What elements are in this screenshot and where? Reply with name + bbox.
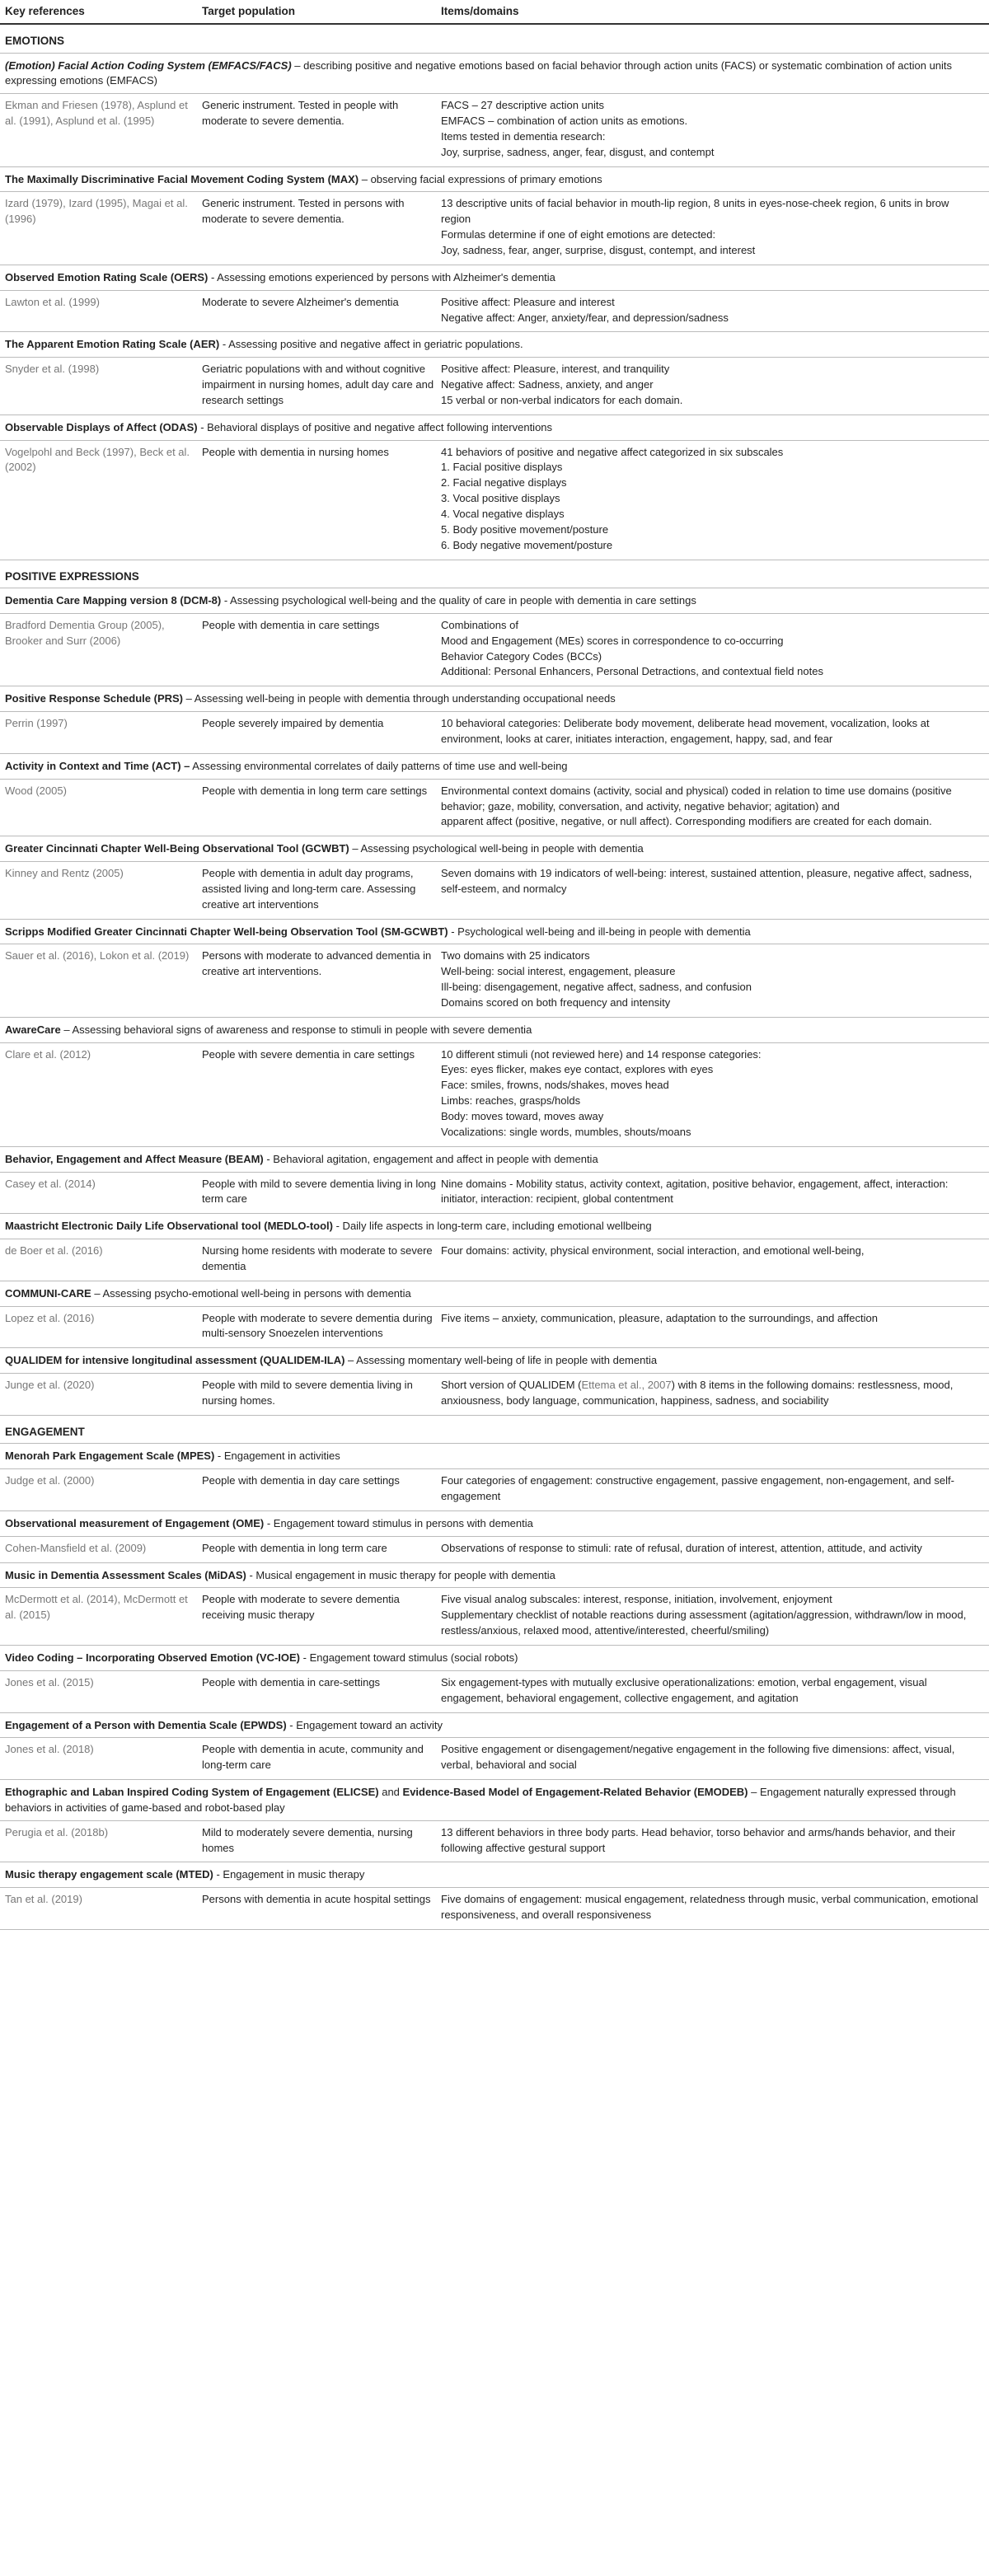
table-row xyxy=(0,1239,989,1281)
header-items-domains: Items/domains xyxy=(441,5,519,18)
population-cell: Generic instrument. Tested in persons with moderate to severe dementia. xyxy=(202,197,405,226)
item-line: Vocalizations: single words, mumbles, shouts/moans xyxy=(441,1125,691,1138)
item-line: Observations of response to stimuli: rate of refusal, duration of interest, attention, attitude, and activity xyxy=(441,1541,922,1554)
population-cell: People with dementia in long term care xyxy=(202,1541,387,1554)
item-line: 1. Facial positive displays xyxy=(441,461,563,474)
item-line: Well-being: social interest, engagement, pleasure xyxy=(441,965,676,978)
instrument-description: - Musical engagement in music therapy for people with dementia xyxy=(246,1568,555,1581)
item-line: 6. Body negative movement/posture xyxy=(441,538,613,551)
reference-cell: Clare et al. (2012) xyxy=(5,1047,91,1061)
item-line: Additional: Personal Enhancers, Personal Detractions, and contextual field notes xyxy=(441,665,823,678)
table-row xyxy=(0,358,989,415)
instrument-name-secondary: Evidence-Based Model of Engagement-Related Behavior (EMODEB) xyxy=(402,1786,748,1799)
instrument-name: The Apparent Emotion Rating Scale (AER) xyxy=(5,338,220,351)
header-target-population: Target population xyxy=(202,5,295,18)
table-row xyxy=(0,862,989,920)
instrument-name: The Maximally Discriminative Facial Movement Coding System (MAX) xyxy=(5,172,359,185)
instrument-description: - Assessing positive and negative affect in geriatric populations. xyxy=(219,338,523,351)
item-line: Joy, sadness, fear, anger, surprise, disgust, contempt, and interest xyxy=(441,244,756,256)
items-cell xyxy=(441,1473,989,1505)
instrument-title xyxy=(0,1511,989,1537)
items-cell xyxy=(441,196,989,258)
instrument-description: – Assessing momentary well-being of life in people with dementia xyxy=(345,1354,658,1367)
instrument-name: Music therapy engagement scale (MTED) xyxy=(5,1868,213,1881)
instrument-name: Activity in Context and Time (ACT) – xyxy=(5,759,190,772)
instrument-description: – Assessing well-being in people with dementia through understanding occupational needs xyxy=(183,692,616,705)
items-cell xyxy=(441,866,989,913)
reference-cell: Perugia et al. (2018b) xyxy=(5,1825,109,1838)
item-line: 5. Body positive movement/posture xyxy=(441,522,609,536)
reference-cell: Lopez et al. (2016) xyxy=(5,1311,95,1324)
instrument-name: Engagement of a Person with Dementia Scale (EPWDS) xyxy=(5,1718,287,1731)
reference-cell: Jones et al. (2018) xyxy=(5,1743,94,1756)
items-cell xyxy=(441,1378,989,1409)
item-line: Mood and Engagement (MEs) scores in correspondence to co-occurring xyxy=(441,634,784,647)
item-line: Face: smiles, frowns, nods/shakes, moves head xyxy=(441,1079,669,1092)
instrument-title xyxy=(0,415,989,441)
item-line: Body: moves toward, moves away xyxy=(441,1110,604,1122)
items-cell xyxy=(441,618,989,680)
population-cell: People with mild to severe dementia living in long term care xyxy=(202,1177,436,1206)
reference-cell: Jones et al. (2015) xyxy=(5,1675,94,1688)
item-line: Behavior Category Codes (BCCs) xyxy=(441,649,602,663)
item-line: Limbs: reaches, grasps/holds xyxy=(441,1094,581,1108)
items-cell xyxy=(441,784,989,831)
items-cell xyxy=(441,1047,989,1140)
item-line: 3. Vocal positive displays xyxy=(441,492,560,505)
instrument-description: – Assessing psycho-emotional well-being in persons with dementia xyxy=(91,1286,411,1300)
instrument-title xyxy=(0,265,989,291)
instrument-name: Observable Displays of Affect (ODAS) xyxy=(5,420,198,433)
table-row xyxy=(0,192,989,265)
item-line: Combinations of xyxy=(441,618,518,631)
instrument-description: - Engagement toward an activity xyxy=(286,1718,443,1731)
table-row xyxy=(0,441,989,560)
item-text: ) with 8 items in the following domains: restlessness, mood, anxiousness, body language, communication, happiness, sadness, and sociability xyxy=(441,1379,954,1407)
instrument-name: Music in Dementia Assessment Scales (MiDAS) xyxy=(5,1568,246,1581)
table-row xyxy=(0,1888,989,1930)
items-cell xyxy=(441,948,989,1010)
instrument-description: - Behavioral agitation, engagement and affect in people with dementia xyxy=(263,1152,598,1165)
table-header xyxy=(0,0,989,25)
reference-cell: Vogelpohl and Beck (1997), Beck et al. (2002) xyxy=(5,445,190,474)
item-line: Eyes: eyes flicker, makes eye contact, explores with eyes xyxy=(441,1063,714,1076)
instrument-description: - Assessing psychological well-being and the quality of care in people with dementia in care settings xyxy=(221,594,696,607)
reference-cell: Perrin (1997) xyxy=(5,717,68,730)
table-row xyxy=(0,1307,989,1349)
item-line: Five items – anxiety, communication, pleasure, adaptation to the surroundings, and affection xyxy=(441,1311,878,1324)
item-line: Five domains of engagement: musical engagement, relatedness through music, verbal communication, emotional responsiveness, and overall responsiveness xyxy=(441,1893,978,1922)
reference-cell: Izard (1979), Izard (1995), Magai et al. (1996) xyxy=(5,197,188,226)
item-line: Positive affect: Pleasure and interest xyxy=(441,295,615,308)
table-row xyxy=(0,1537,989,1563)
instrument-description: - Psychological well-being and ill-being in people with dementia xyxy=(448,925,751,938)
instrument-description: - Engagement toward stimulus (social robots) xyxy=(300,1651,518,1664)
items-cell xyxy=(441,716,989,747)
reference-cell: Sauer et al. (2016), Lokon et al. (2019) xyxy=(5,949,190,962)
item-line: Domains scored on both frequency and intensity xyxy=(441,995,671,1009)
items-cell xyxy=(441,1244,989,1275)
reference-cell: McDermott et al. (2014), McDermott et al. (2015) xyxy=(5,1593,188,1622)
table-row xyxy=(0,1043,989,1147)
instrument-name: Dementia Care Mapping version 8 (DCM-8) xyxy=(5,594,222,607)
item-line: 13 different behaviors in three body parts. Head behavior, torso behavior and arms/hands behavior, and their following affective gestural support xyxy=(441,1825,956,1854)
instrument-title xyxy=(0,332,989,358)
items-cell xyxy=(441,295,989,326)
item-text: Short version of QUALIDEM ( xyxy=(441,1379,582,1392)
items-cell xyxy=(441,1311,989,1342)
population-cell: People with dementia in adult day programs, assisted living and long-term care. Assessing creative art interventions xyxy=(202,867,416,911)
table-row xyxy=(0,1588,989,1646)
item-line: Environmental context domains (activity, social and physical) coded in relation to time use domains (positive behavior; gaze, mobility, conversation, and activity, negative behavior; agitation) and xyxy=(441,784,952,813)
items-cell xyxy=(441,1742,989,1773)
instrument-title xyxy=(0,1348,989,1374)
item-line: Joy, surprise, sadness, anger, fear, disgust, and contempt xyxy=(441,145,715,158)
instrument-name: Observational measurement of Engagement (OME) xyxy=(5,1516,265,1529)
item-line: 15 verbal or non-verbal indicators for each domain. xyxy=(441,393,683,406)
reference-cell: Lawton et al. (1999) xyxy=(5,295,100,308)
table-body xyxy=(0,25,989,1930)
instrument-description: – describing positive and negative emotions based on facial behavior through action units (FACS) or systematic combination of action units expressing emotions (EMFACS) xyxy=(5,59,953,87)
reference-cell: de Boer et al. (2016) xyxy=(5,1244,103,1258)
items-cell xyxy=(441,445,989,554)
table-row xyxy=(0,1821,989,1863)
item-line: 13 descriptive units of facial behavior in mouth-lip region, 8 units in eyes-nose-cheek region, 6 units in brow region xyxy=(441,197,949,226)
item-line: Supplementary checklist of notable reactions during assessment (agitation/aggression, withdrawn/low in mood, restless/anxious, relaxed mood, attentive/interested, cheerful/smiling) xyxy=(441,1609,967,1637)
instrument-description: - Engagement in activities xyxy=(214,1450,340,1463)
section-heading: EMOTIONS xyxy=(0,25,989,54)
instrument-title xyxy=(0,836,989,862)
instrument-title xyxy=(0,1780,989,1821)
reference-cell: Snyder et al. (1998) xyxy=(5,363,100,376)
instrument-name: Maastricht Electronic Daily Life Observational tool (MEDLO-tool) xyxy=(5,1220,333,1233)
instrument-title xyxy=(0,920,989,945)
instrument-title xyxy=(0,54,989,95)
population-cell: Geriatric populations with and without cognitive impairment in nursing homes, adult day care and research settings xyxy=(202,363,434,406)
instrument-name: (Emotion) Facial Action Coding System (EMFACS/FACS) xyxy=(5,59,292,72)
table-row xyxy=(0,712,989,754)
item-line: 10 different stimuli (not reviewed here) and 14 response categories: xyxy=(441,1047,762,1061)
instrument-title xyxy=(0,1862,989,1888)
instrument-description: – Engagement naturally expressed through behaviors in activities of game-based and robot-based play xyxy=(5,1786,956,1814)
section-heading: ENGAGEMENT xyxy=(0,1416,989,1445)
item-line: 4. Vocal negative displays xyxy=(441,507,565,520)
instrument-name: AwareCare xyxy=(5,1023,61,1036)
table-row xyxy=(0,1173,989,1215)
items-cell xyxy=(441,1675,989,1707)
population-cell: People with dementia in care settings xyxy=(202,618,380,631)
instrument-description: – observing facial expressions of primary emotions xyxy=(359,172,602,185)
item-line: 41 behaviors of positive and negative affect categorized in six subscales xyxy=(441,445,784,458)
item-line: Four categories of engagement: constructive engagement, passive engagement, non-engagement, and self-engagement xyxy=(441,1474,954,1503)
item-line: apparent affect (positive, negative, or null affect). Corresponding modifiers are created for each domain. xyxy=(441,815,932,828)
instrument-connector: and xyxy=(378,1786,403,1799)
item-line: EMFACS – combination of action units as emotions. xyxy=(441,115,688,128)
instrument-title xyxy=(0,754,989,780)
instrument-name: Behavior, Engagement and Affect Measure (BEAM) xyxy=(5,1152,264,1165)
reference-cell: Cohen-Mansfield et al. (2009) xyxy=(5,1541,147,1554)
table-row xyxy=(0,94,989,166)
table-row xyxy=(0,1671,989,1713)
population-cell: People with moderate to severe dementia during multi-sensory Snoezelen interventions xyxy=(202,1311,433,1340)
population-cell: Moderate to severe Alzheimer's dementia xyxy=(202,295,399,308)
reference-cell: Tan et al. (2019) xyxy=(5,1893,82,1906)
items-cell xyxy=(441,1541,989,1557)
instrument-description: - Behavioral displays of positive and negative affect following interventions xyxy=(197,420,553,433)
population-cell: Mild to moderately severe dementia, nursing homes xyxy=(202,1825,413,1854)
instrument-description: - Engagement toward stimulus in persons with dementia xyxy=(264,1516,533,1529)
population-cell: People with dementia in day care settings xyxy=(202,1474,400,1487)
items-cell xyxy=(441,362,989,409)
item-line: Positive engagement or disengagement/negative engagement in the following five dimensions: affect, visual, verbal, behavioral and social xyxy=(441,1743,955,1772)
item-line: Negative affect: Sadness, anxiety, and anger xyxy=(441,378,654,391)
population-cell: Persons with moderate to advanced dementia in creative art interventions. xyxy=(202,949,432,978)
item-line: Formulas determine if one of eight emotions are detected: xyxy=(441,228,716,241)
item-line: FACS – 27 descriptive action units xyxy=(441,99,604,112)
instrument-description: - Daily life aspects in long-term care, including emotional wellbeing xyxy=(333,1220,652,1233)
table-row xyxy=(0,1469,989,1511)
item-line: Two domains with 25 indicators xyxy=(441,949,590,962)
population-cell: People with mild to severe dementia living in nursing homes. xyxy=(202,1379,413,1407)
population-cell: People severely impaired by dementia xyxy=(202,717,384,730)
instrument-name: Video Coding – Incorporating Observed Emotion (VC-IOE) xyxy=(5,1651,301,1664)
instrument-title xyxy=(0,1214,989,1239)
reference-cell: Wood (2005) xyxy=(5,784,67,797)
items-cell xyxy=(441,1177,989,1208)
instrument-name: COMMUNI-CARE xyxy=(5,1286,91,1300)
table-row xyxy=(0,291,989,333)
reference-cell: Ekman and Friesen (1978), Asplund et al. (1991), Asplund et al. (1995) xyxy=(5,99,188,128)
item-line: Negative affect: Anger, anxiety/fear, and depression/sadness xyxy=(441,311,729,324)
item-line: Positive affect: Pleasure, interest, and tranquility xyxy=(441,363,670,376)
instrument-description: - Assessing emotions experienced by persons with Alzheimer's dementia xyxy=(208,270,555,283)
population-cell: People with dementia in nursing homes xyxy=(202,445,389,458)
item-line: 10 behavioral categories: Deliberate body movement, deliberate head movement, vocalization, looks at environment, looks at carer, initiates interaction, engagement, happy, sad, and fear xyxy=(441,717,930,745)
item-line: 2. Facial negative displays xyxy=(441,476,567,489)
population-cell: People with severe dementia in care settings xyxy=(202,1047,415,1061)
instrument-description: – Assessing psychological well-being in people with dementia xyxy=(349,842,644,855)
instrument-title xyxy=(0,588,989,614)
instrument-title xyxy=(0,167,989,193)
inline-reference: Ettema et al., 2007 xyxy=(581,1379,672,1392)
population-cell: People with dementia in acute, community and long-term care xyxy=(202,1743,424,1772)
table-row xyxy=(0,780,989,837)
section-heading: POSITIVE EXPRESSIONS xyxy=(0,560,989,589)
instrument-description: – Assessing behavioral signs of awareness and response to stimuli in people with severe dementia xyxy=(60,1023,532,1036)
population-cell: People with dementia in care-settings xyxy=(202,1675,381,1688)
population-cell: People with moderate to severe dementia receiving music therapy xyxy=(202,1593,400,1622)
instrument-title xyxy=(0,1563,989,1589)
instrument-title xyxy=(0,1646,989,1671)
instrument-description: Assessing environmental correlates of daily patterns of time use and well-being xyxy=(190,759,568,772)
instrument-name: Scripps Modified Greater Cincinnati Chapter Well-being Observation Tool (SM-GCWBT) xyxy=(5,925,448,938)
reference-cell: Junge et al. (2020) xyxy=(5,1379,95,1392)
instrument-name: Observed Emotion Rating Scale (OERS) xyxy=(5,270,209,283)
reference-cell: Bradford Dementia Group (2005), Brooker and Surr (2006) xyxy=(5,618,165,647)
item-line: Items tested in dementia research: xyxy=(441,129,606,143)
instrument-name: Ethographic and Laban Inspired Coding System of Engagement (ELICSE) xyxy=(5,1786,379,1799)
instrument-name: Positive Response Schedule (PRS) xyxy=(5,692,184,705)
instrument-name: QUALIDEM for intensive longitudinal assessment (QUALIDEM-ILA) xyxy=(5,1354,345,1367)
items-cell xyxy=(441,1825,989,1857)
instrument-title xyxy=(0,686,989,712)
population-cell: Nursing home residents with moderate to severe dementia xyxy=(202,1244,433,1272)
item-line: Ill-being: disengagement, negative affect, sadness, and confusion xyxy=(441,981,752,994)
instrument-title xyxy=(0,1281,989,1307)
reference-cell: Judge et al. (2000) xyxy=(5,1474,95,1487)
header-key-references: Key references xyxy=(5,5,85,18)
instrument-description: - Engagement in music therapy xyxy=(213,1868,365,1881)
population-cell: Generic instrument. Tested in people with moderate to severe dementia. xyxy=(202,99,399,128)
reference-cell: Kinney and Rentz (2005) xyxy=(5,867,124,880)
items-cell xyxy=(441,98,989,160)
table-row xyxy=(0,1374,989,1416)
item-line: Six engagement-types with mutually exclusive operationalizations: emotion, verbal engagement, visual engagement, behavioral engagement, collective engagement, and agitation xyxy=(441,1675,927,1704)
instrument-title xyxy=(0,1018,989,1043)
population-cell: Persons with dementia in acute hospital settings xyxy=(202,1893,431,1906)
table-row xyxy=(0,1738,989,1780)
instrument-name: Greater Cincinnati Chapter Well-Being Observational Tool (GCWBT) xyxy=(5,842,349,855)
population-cell: People with dementia in long term care settings xyxy=(202,784,428,797)
items-cell xyxy=(441,1892,989,1923)
items-cell xyxy=(441,1592,989,1639)
item-line: Five visual analog subscales: interest, response, initiation, involvement, enjoyment xyxy=(441,1593,832,1606)
item-line: Four domains: activity, physical environment, social interaction, and emotional well-being, xyxy=(441,1244,865,1258)
table-row xyxy=(0,944,989,1017)
instrument-title xyxy=(0,1713,989,1739)
table-row xyxy=(0,614,989,686)
item-line: Nine domains - Mobility status, activity context, agitation, positive behavior, engagement, affect, interaction: initiator, interaction: recipient, global contentment xyxy=(441,1177,949,1206)
reference-cell: Casey et al. (2014) xyxy=(5,1177,96,1190)
item-line: Seven domains with 19 indicators of well-being: interest, sustained attention, pleasure, negative affect, sadness, self-esteem, and normalcy xyxy=(441,867,973,895)
instrument-name: Menorah Park Engagement Scale (MPES) xyxy=(5,1450,215,1463)
instrument-title xyxy=(0,1147,989,1173)
instrument-title xyxy=(0,1444,989,1469)
